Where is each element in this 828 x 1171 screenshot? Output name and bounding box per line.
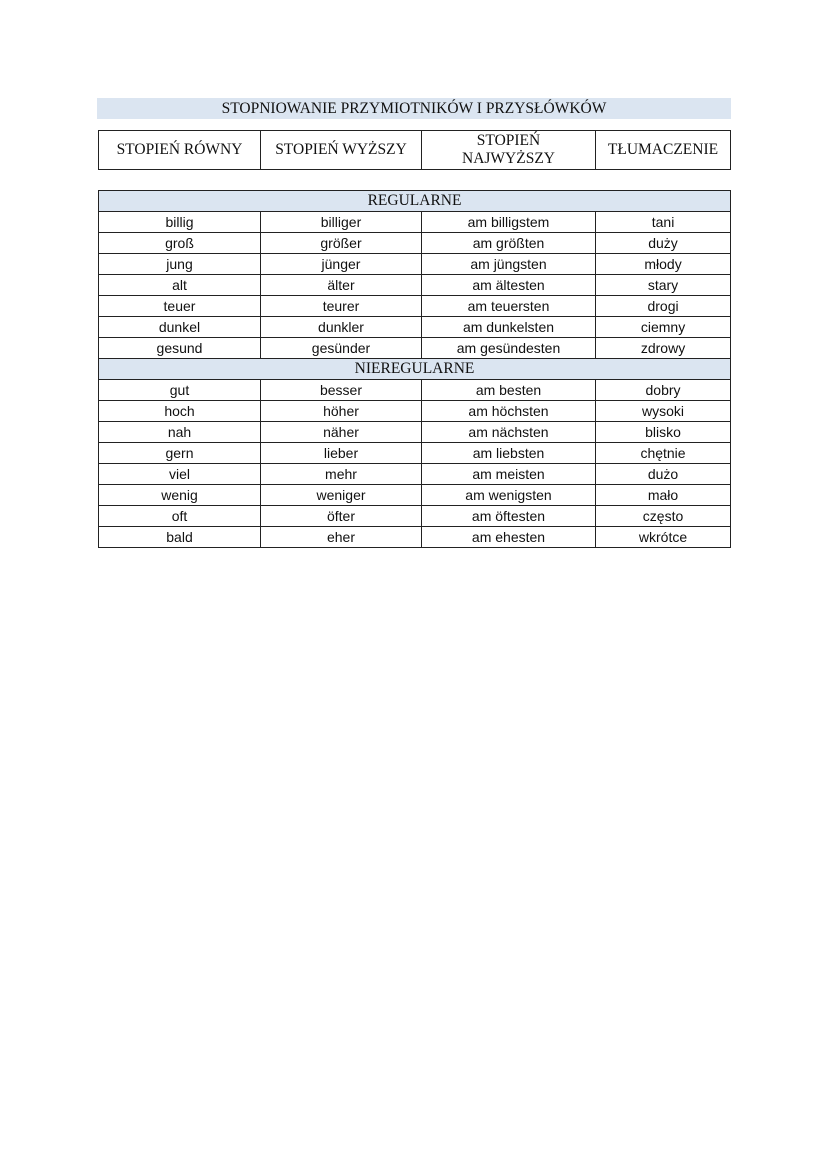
cell-superlative: am ältesten xyxy=(422,275,596,296)
cell-comparative: dunkler xyxy=(261,317,422,338)
page-title: STOPNIOWANIE PRZYMIOTNIKÓW I PRZYSŁÓWKÓW xyxy=(97,98,731,119)
cell-translation: mało xyxy=(596,485,731,506)
table-row xyxy=(99,464,731,485)
section-label: NIEREGULARNE xyxy=(99,359,731,380)
header-row xyxy=(99,131,731,170)
cell-positive: dunkel xyxy=(99,317,261,338)
cell-superlative: am teuersten xyxy=(422,296,596,317)
table-row xyxy=(99,233,731,254)
table-row xyxy=(99,506,731,527)
cell-comparative: jünger xyxy=(261,254,422,275)
header-superlative-degree: STOPIEŃ NAJWYŻSZY xyxy=(422,131,596,170)
table-row xyxy=(99,275,731,296)
cell-superlative: am besten xyxy=(422,380,596,401)
cell-positive: nah xyxy=(99,422,261,443)
cell-translation: blisko xyxy=(596,422,731,443)
table-row xyxy=(99,380,731,401)
cell-translation: drogi xyxy=(596,296,731,317)
cell-translation: wysoki xyxy=(596,401,731,422)
section-header-row xyxy=(99,359,731,380)
cell-positive: oft xyxy=(99,506,261,527)
cell-positive: viel xyxy=(99,464,261,485)
cell-comparative: billiger xyxy=(261,212,422,233)
cell-comparative: mehr xyxy=(261,464,422,485)
cell-translation: stary xyxy=(596,275,731,296)
column-header-table xyxy=(98,130,731,170)
table-row xyxy=(99,527,731,548)
cell-positive: alt xyxy=(99,275,261,296)
cell-comparative: weniger xyxy=(261,485,422,506)
table-row xyxy=(99,254,731,275)
cell-superlative: am ehesten xyxy=(422,527,596,548)
table-row xyxy=(99,338,731,359)
table-row xyxy=(99,212,731,233)
cell-comparative: größer xyxy=(261,233,422,254)
cell-positive: groß xyxy=(99,233,261,254)
cell-translation: dużo xyxy=(596,464,731,485)
cell-translation: chętnie xyxy=(596,443,731,464)
cell-comparative: lieber xyxy=(261,443,422,464)
section-label: REGULARNE xyxy=(99,191,731,212)
table-row xyxy=(99,443,731,464)
cell-translation: tani xyxy=(596,212,731,233)
cell-superlative: am liebsten xyxy=(422,443,596,464)
cell-superlative: am dunkelsten xyxy=(422,317,596,338)
cell-superlative: am öftesten xyxy=(422,506,596,527)
cell-comparative: höher xyxy=(261,401,422,422)
cell-superlative: am höchsten xyxy=(422,401,596,422)
table-row xyxy=(99,296,731,317)
cell-translation: wkrótce xyxy=(596,527,731,548)
cell-positive: bald xyxy=(99,527,261,548)
cell-positive: jung xyxy=(99,254,261,275)
cell-superlative: am größten xyxy=(422,233,596,254)
cell-comparative: teurer xyxy=(261,296,422,317)
cell-positive: gesund xyxy=(99,338,261,359)
cell-translation: często xyxy=(596,506,731,527)
cell-positive: wenig xyxy=(99,485,261,506)
table-row xyxy=(99,317,731,338)
cell-translation: ciemny xyxy=(596,317,731,338)
cell-positive: billig xyxy=(99,212,261,233)
cell-superlative: am wenigsten xyxy=(422,485,596,506)
section-header-row xyxy=(99,191,731,212)
cell-superlative: am nächsten xyxy=(422,422,596,443)
cell-comparative: älter xyxy=(261,275,422,296)
cell-superlative: am meisten xyxy=(422,464,596,485)
cell-translation: młody xyxy=(596,254,731,275)
cell-positive: gut xyxy=(99,380,261,401)
cell-comparative: näher xyxy=(261,422,422,443)
cell-comparative: eher xyxy=(261,527,422,548)
cell-positive: gern xyxy=(99,443,261,464)
header-comparative-degree: STOPIEŃ WYŻSZY xyxy=(261,131,422,170)
cell-comparative: besser xyxy=(261,380,422,401)
table-row xyxy=(99,401,731,422)
table-row xyxy=(99,422,731,443)
header-translation: TŁUMACZENIE xyxy=(596,131,731,170)
header-positive-degree: STOPIEŃ RÓWNY xyxy=(99,131,261,170)
cell-positive: teuer xyxy=(99,296,261,317)
cell-comparative: gesünder xyxy=(261,338,422,359)
table-row xyxy=(99,485,731,506)
comparison-table xyxy=(98,190,731,548)
cell-translation: zdrowy xyxy=(596,338,731,359)
cell-superlative: am billigstem xyxy=(422,212,596,233)
cell-comparative: öfter xyxy=(261,506,422,527)
cell-superlative: am jüngsten xyxy=(422,254,596,275)
cell-positive: hoch xyxy=(99,401,261,422)
cell-translation: duży xyxy=(596,233,731,254)
cell-superlative: am gesündesten xyxy=(422,338,596,359)
cell-translation: dobry xyxy=(596,380,731,401)
